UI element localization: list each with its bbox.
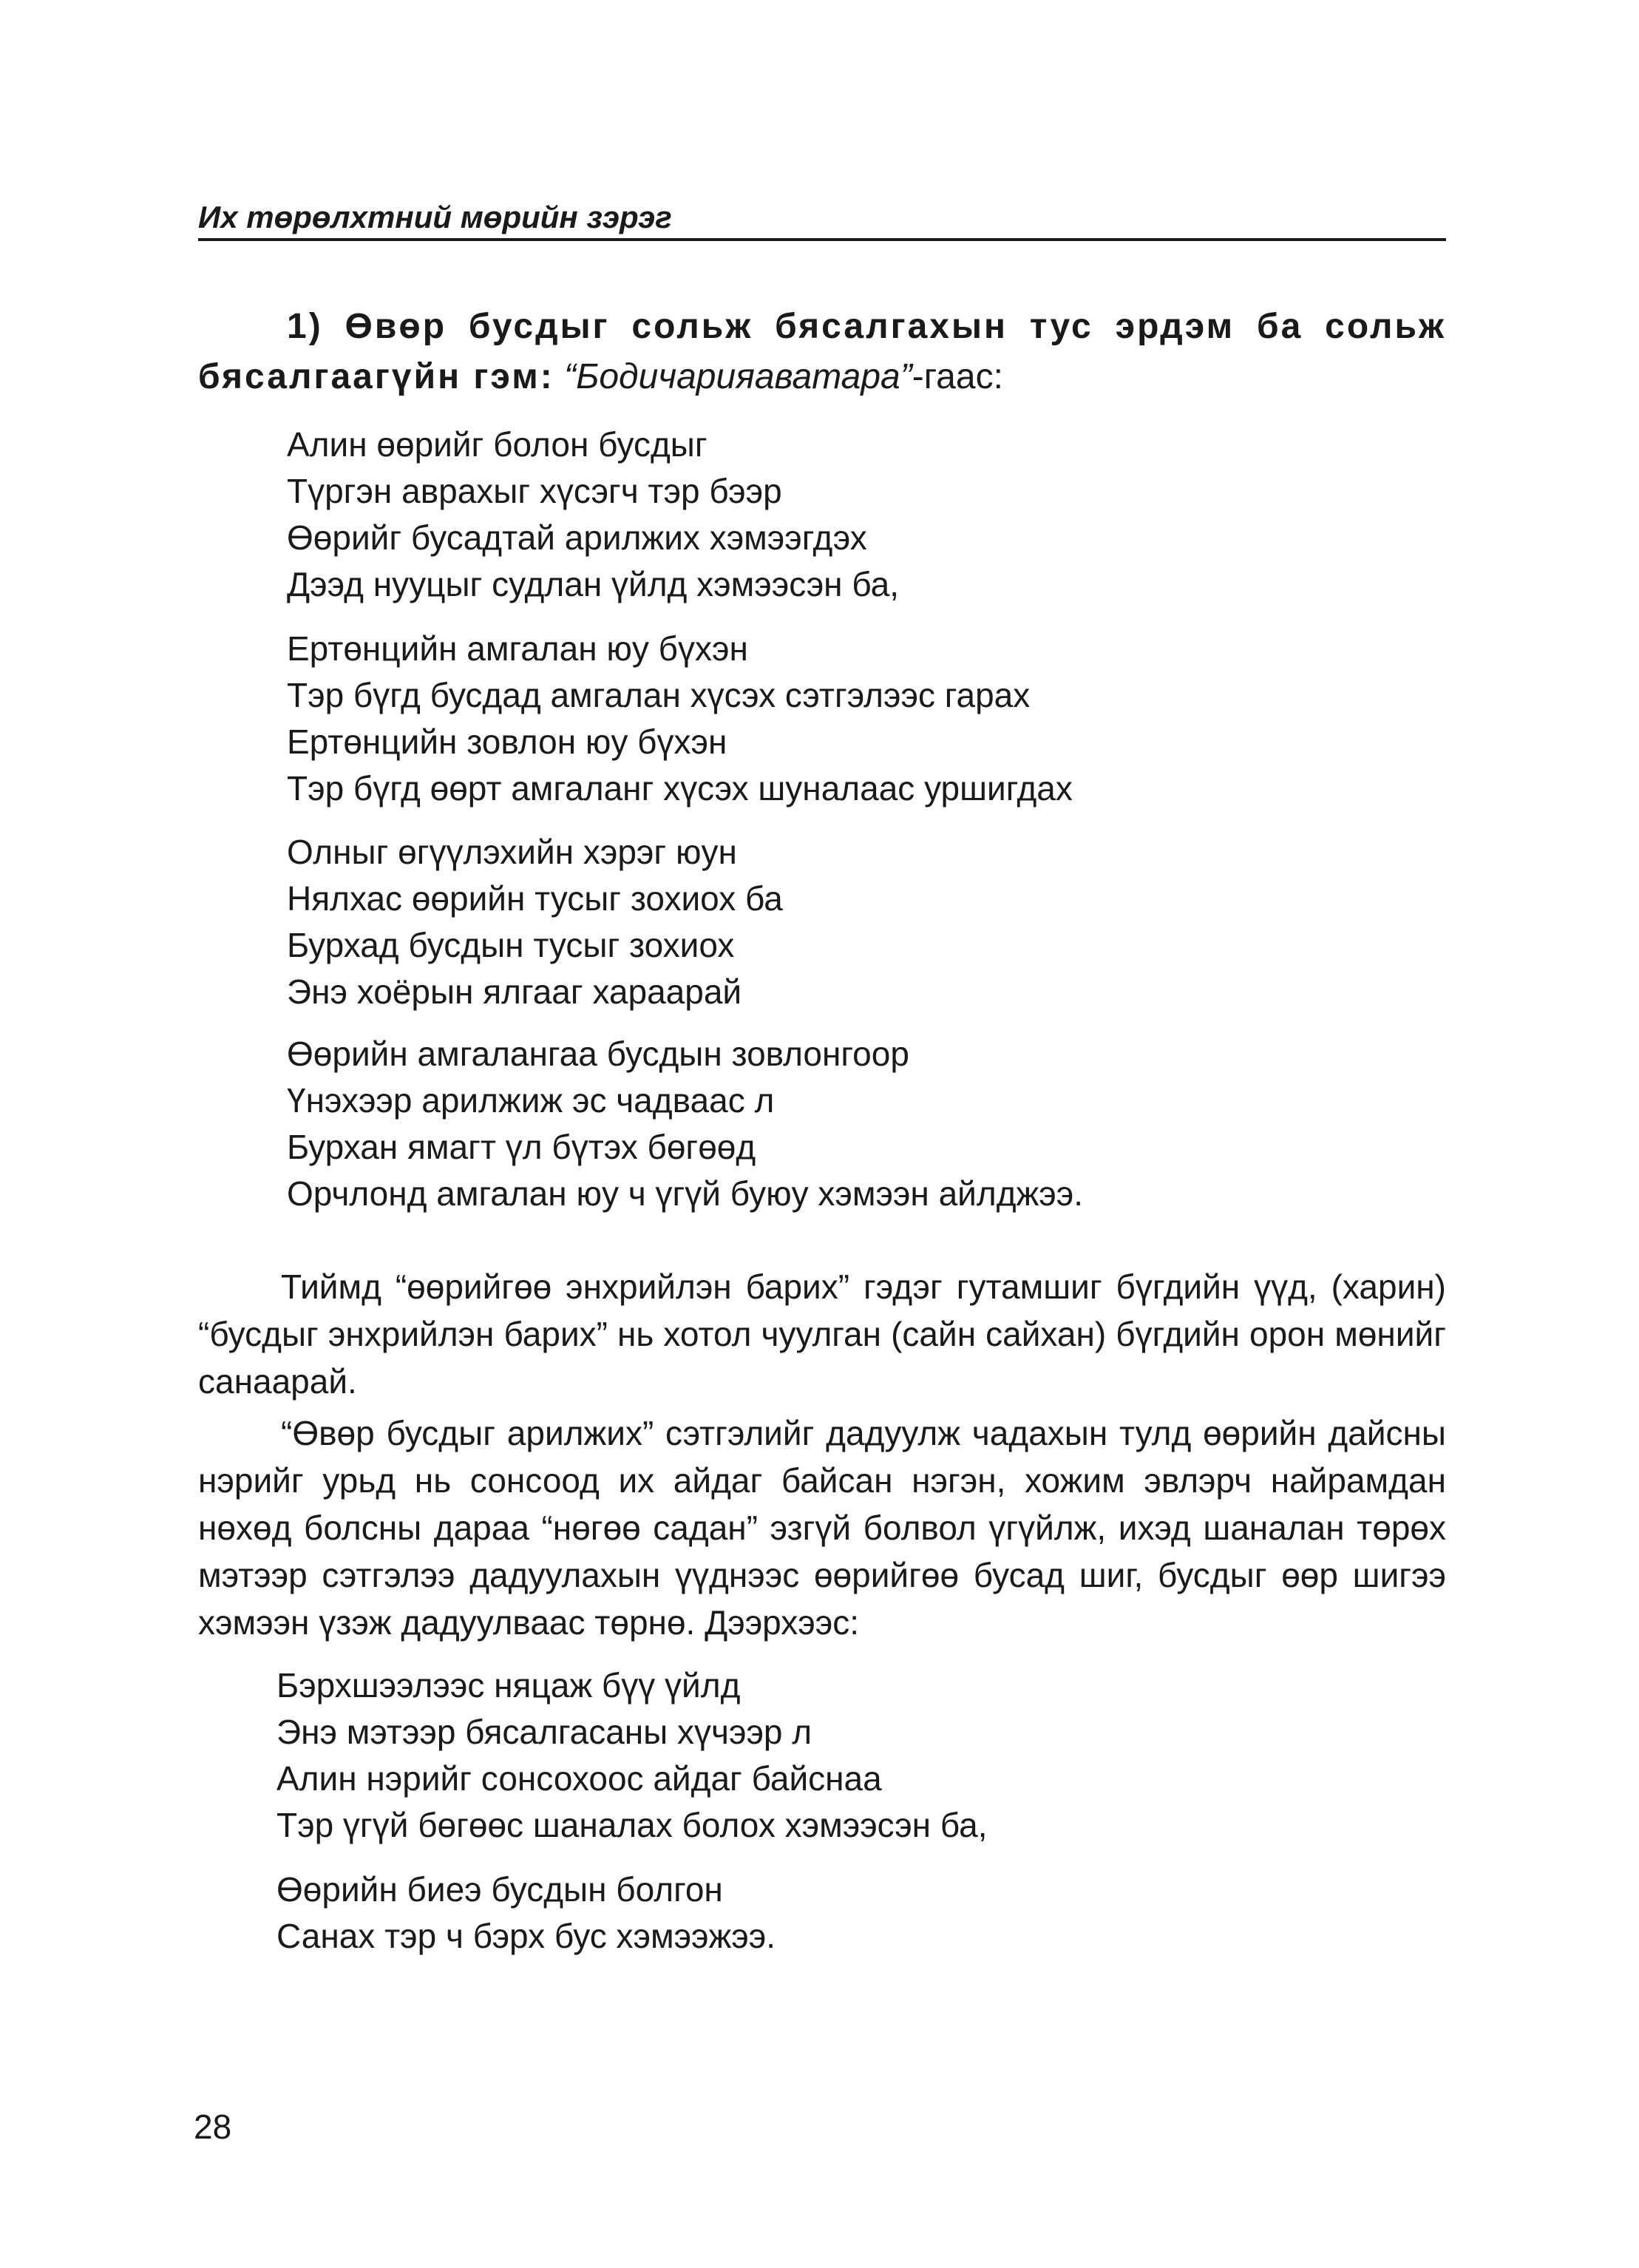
verse-line: Санах тэр ч бэрх бус хэмээжээ. <box>276 1917 776 1955</box>
verse-line: Алин нэрийг сонсохоос айдаг байснаа <box>276 1759 882 1798</box>
verse-stanza <box>287 626 1073 812</box>
verse-line: Тэр бүгд бусдад амгалан хүсэх сэтгэлээс гарах <box>287 676 1031 714</box>
verse-line: Дээд нууцыг судлан үйлд хэмээсэн ба, <box>287 565 900 603</box>
header-rule <box>198 238 1446 241</box>
verse-line: Бурхан ямагт үл бүтэх бөгөөд <box>287 1128 756 1166</box>
verse-line: Алин өөрийг болон бусдыг <box>287 425 707 464</box>
verse-line: Өөрийн биеэ бусдын болгон <box>276 1870 723 1909</box>
verse-line: Ертөнцийн амгалан юу бүхэн <box>287 629 748 668</box>
verse-line: Үнэхээр арилжиж эс чадваас л <box>287 1081 775 1120</box>
verse-line: Өөрийн амгалангаа бусдын зовлонгоор <box>287 1035 909 1073</box>
verse-line: Бурхад бусдын тусыг зохиох <box>287 926 735 964</box>
verse-line: Олныг өгүүлэхийн хэрэг юун <box>287 833 737 871</box>
verse-stanza <box>287 422 899 608</box>
section-heading <box>198 302 1446 402</box>
body-paragraph <box>198 1409 1446 1646</box>
verse-stanza <box>287 829 783 1015</box>
body-paragraph <box>198 1263 1446 1405</box>
heading-title: 1) Өвөр бусдыг сольж бясалгахын тус эрдэм ба сольж бясалгаагүйн гэм: <box>198 307 1446 396</box>
verse-line: Тэр бүгд өөрт амгаланг хүсэх шуналаас уршигдах <box>287 769 1073 808</box>
verse-line: Нялхас өөрийн тусыг зохиох ба <box>287 879 783 918</box>
verse-line: Түргэн аврахыг хүсэгч тэр бээр <box>287 472 782 510</box>
verse-line: Ертөнцийн зовлон юу бүхэн <box>287 722 727 761</box>
paragraph-text: Тиймд “өөрийгөө энхрийлэн барих” гэдэг гутамшиг бүгдийн үүд, (харин) “бусдыг энхрийлэн барих” нь хотол чуулган (сайн сайхан) бүгдийн орон мөнийг санаарай. <box>198 1267 1446 1401</box>
verse-line: Энэ хоёрын ялгааг хараарай <box>287 972 742 1011</box>
paragraph-text: “Өвөр бусдыг арилжих” сэтгэлийг дадуулж чадахын тулд өөрийн дайсны нэрийг урьд нь сонсоод их айдаг байсан нэгэн, хожим эвлэрч найрамдан нөхөд болсны дараа “нөгөө садан” эзгүй болвол үгүйлж, ихэд шаналан төрөх мэтээр сэтгэлээ дадуулахын үүднээс өөрийгөө бусад шиг, бусдыг өөр шигээ хэмээн үзэж дадуулваас төрнө. Дээрхээс: <box>198 1414 1446 1642</box>
heading-source: “Бодичарияаватара” <box>564 357 912 396</box>
verse-stanza <box>287 1031 1083 1217</box>
verse-stanza <box>276 1662 988 1849</box>
page-number: 28 <box>194 2108 232 2146</box>
verse-line: Тэр үгүй бөгөөс шаналах болох хэмээсэн ба, <box>276 1806 988 1844</box>
verse-line: Өөрийг бусадтай арилжих хэмээгдэх <box>287 518 867 557</box>
heading-suffix: -гаас: <box>912 357 1003 396</box>
verse-stanza <box>276 1866 776 1960</box>
verse-line: Орчлонд амгалан юу ч үгүй буюу хэмээн айлджээ. <box>287 1174 1084 1213</box>
running-header: Их төрөлхтний мөрийн зэрэг <box>198 200 672 234</box>
verse-line: Энэ мэтээр бясалгасаны хүчээр л <box>276 1713 812 1751</box>
verse-line: Бэрхшээлээс няцаж бүү үйлд <box>276 1666 741 1705</box>
